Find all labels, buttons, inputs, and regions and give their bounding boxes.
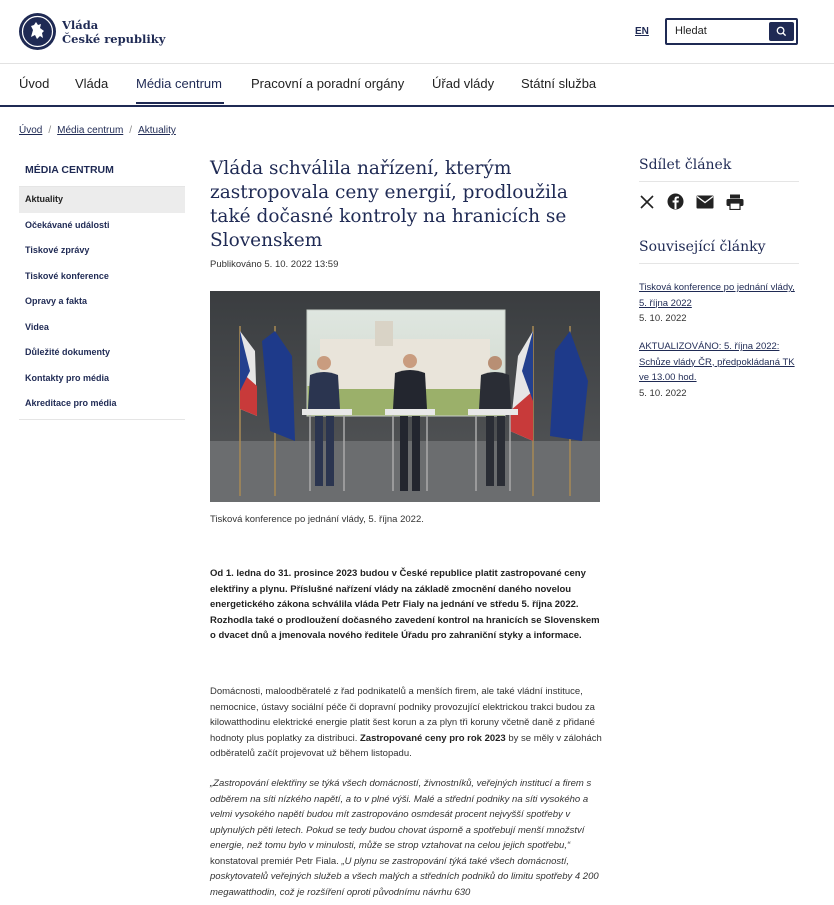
breadcrumb bbox=[19, 125, 176, 136]
search-icon bbox=[776, 26, 787, 37]
article-paragraph bbox=[210, 684, 608, 762]
search-box bbox=[665, 18, 798, 45]
nav-item-uvod[interactable]: Úvod bbox=[19, 76, 50, 91]
language-switch-link[interactable]: EN bbox=[635, 26, 649, 37]
related-article bbox=[639, 280, 799, 324]
related-article-date: 5. 10. 2022 bbox=[639, 313, 687, 324]
related-article-date: 5. 10. 2022 bbox=[639, 387, 687, 399]
right-column bbox=[639, 157, 799, 399]
paragraph-text: by se měly v zálohách odběratelů začít projevovat už během listopadu. bbox=[210, 732, 602, 759]
related-article-link[interactable]: AKTUALIZOVÁNO: 5. října 2022: Schůze vlády ČR, předpokládaná TK ve 13.00 hod. bbox=[639, 341, 795, 383]
print-icon[interactable] bbox=[726, 194, 744, 215]
article-lead: Od 1. ledna do 31. prosince 2023 budou v České republice platit zastropované ceny elektřiny a plynu. Příslušné nařízení vlády na základě zmocnění daného novelou energetického zákona schválila vláda Petr Fialy na jednání ve středu 5. října 2022. Rozhodla také o prodloužení dočasného zavedení kontrol na hranicích se Slovenskem o dvacet dnů a jmenovala nového ředitele Úřadu pro zahraniční styky a informace. bbox=[210, 568, 600, 641]
search-button[interactable] bbox=[769, 22, 794, 41]
nav-divider bbox=[0, 105, 834, 107]
sidebar-item-tiskove-zpravy[interactable]: Tiskové zprávy bbox=[25, 245, 90, 255]
sidebar-item-tiskove-konference[interactable]: Tiskové konference bbox=[25, 270, 109, 281]
email-icon[interactable] bbox=[696, 195, 714, 214]
sidebar-item-ocekavane-udalosti[interactable]: Očekávané události bbox=[25, 219, 110, 230]
lion-emblem-icon bbox=[19, 13, 56, 50]
paragraph-text: konstatoval premiér Petr Fiala. bbox=[210, 855, 342, 867]
breadcrumb-media-centrum[interactable]: Média centrum bbox=[57, 125, 124, 136]
paragraph-bold-text: Zastropované ceny pro rok 2023 bbox=[359, 732, 506, 744]
nav-item-media-centrum[interactable]: Média centrum bbox=[136, 76, 222, 91]
main-navigation bbox=[0, 64, 834, 107]
sidebar-title: MÉDIA CENTRUM bbox=[19, 160, 185, 187]
related-article bbox=[639, 339, 799, 399]
paragraph-quote: „U plynu se zastropování týká také všech domácností, poskytovatelů veřejných služeb a všech malých a středních podniků do limitu spotřeby 4 200 megawatthodin, což je rozšíření oproti původnímu návrhu 630 bbox=[210, 855, 599, 898]
nav-item-urad-vlady[interactable]: Úřad vlády bbox=[432, 76, 495, 91]
logo-line2: České republiky bbox=[62, 31, 166, 46]
facebook-icon[interactable] bbox=[667, 193, 684, 215]
sidebar-item-aktuality[interactable]: Aktuality bbox=[19, 187, 185, 213]
article-photo[interactable] bbox=[210, 291, 600, 502]
breadcrumb-separator: / bbox=[48, 125, 52, 136]
sidebar-item-dulezite-dokumenty[interactable]: Důležité dokumenty bbox=[25, 347, 111, 357]
article-paragraph bbox=[210, 776, 610, 900]
related-article-link[interactable]: Tisková konference po jednání vlády, 5. října 2022 bbox=[639, 282, 795, 309]
share-buttons bbox=[639, 194, 799, 214]
article-title: Vláda schválila nařízení, kterým zastropovala ceny energií, prodloužila také dočasné kontroly na hranicích se Slovenskem bbox=[210, 158, 568, 251]
nav-item-vlada[interactable]: Vláda bbox=[75, 76, 109, 91]
related-heading: Související články bbox=[639, 239, 799, 264]
photo-caption: Tisková konference po jednání vlády, 5. října 2022. bbox=[210, 514, 424, 525]
breadcrumb-aktuality[interactable]: Aktuality bbox=[138, 125, 176, 136]
share-heading: Sdílet článek bbox=[639, 157, 799, 182]
breadcrumb-uvod[interactable]: Úvod bbox=[19, 125, 43, 136]
sidebar-divider bbox=[19, 419, 185, 420]
sidebar-item-akreditace-pro-media[interactable]: Akreditace pro média bbox=[25, 398, 117, 408]
sidebar-item-kontakty-pro-media[interactable]: Kontakty pro média bbox=[25, 372, 110, 383]
site-header bbox=[0, 0, 834, 64]
logo-line1: Vláda bbox=[62, 17, 99, 32]
nav-item-pracovni-organy[interactable]: Pracovní a poradní orgány bbox=[251, 76, 405, 91]
nav-active-indicator bbox=[136, 102, 224, 104]
article-header bbox=[210, 157, 600, 270]
sidebar bbox=[19, 160, 185, 420]
sidebar-item-opravy-a-fakta[interactable]: Opravy a fakta bbox=[25, 296, 88, 306]
breadcrumb-separator: / bbox=[129, 125, 133, 136]
paragraph-text: Domácnosti, maloodběratelé z řad podnikatelů a menších firem, ale také vládní instituce, nemocnice, ústavy sociální péče či dopravní podniky provozující elektrickou trakci budou za kilowatthodinu elektrické energie platit šest korun a za plyn tři koruny včetně daně z přidané hodnoty plus poplatky za distribuci. bbox=[210, 686, 595, 744]
sidebar-item-videa[interactable]: Videa bbox=[25, 321, 49, 332]
paragraph-quote: „Zastropování elektřiny se týká všech domácností, živnostníků, veřejných institucí a firem s odběrem na síti nízkého napětí, a to v plné výši. Malé a střední podniky na síti vysokého a velmi vysokého napětí budou mít zastropováno osmdesát procent nejvyšší spotřeby v uplynulých pěti letech. Pokud se tedy budou chovat úsporně a spotřebují menší množství energie, než tomu bylo v minulosti, může se strop vztahovat na celou jejich spotřebu,“ bbox=[210, 778, 592, 851]
nav-item-statni-sluzba[interactable]: Státní služba bbox=[521, 76, 597, 91]
x-twitter-icon[interactable] bbox=[639, 194, 655, 215]
search-input[interactable] bbox=[675, 25, 765, 37]
article-published-date: Publikováno 5. 10. 2022 13:59 bbox=[210, 259, 339, 270]
site-logo[interactable] bbox=[19, 13, 165, 50]
